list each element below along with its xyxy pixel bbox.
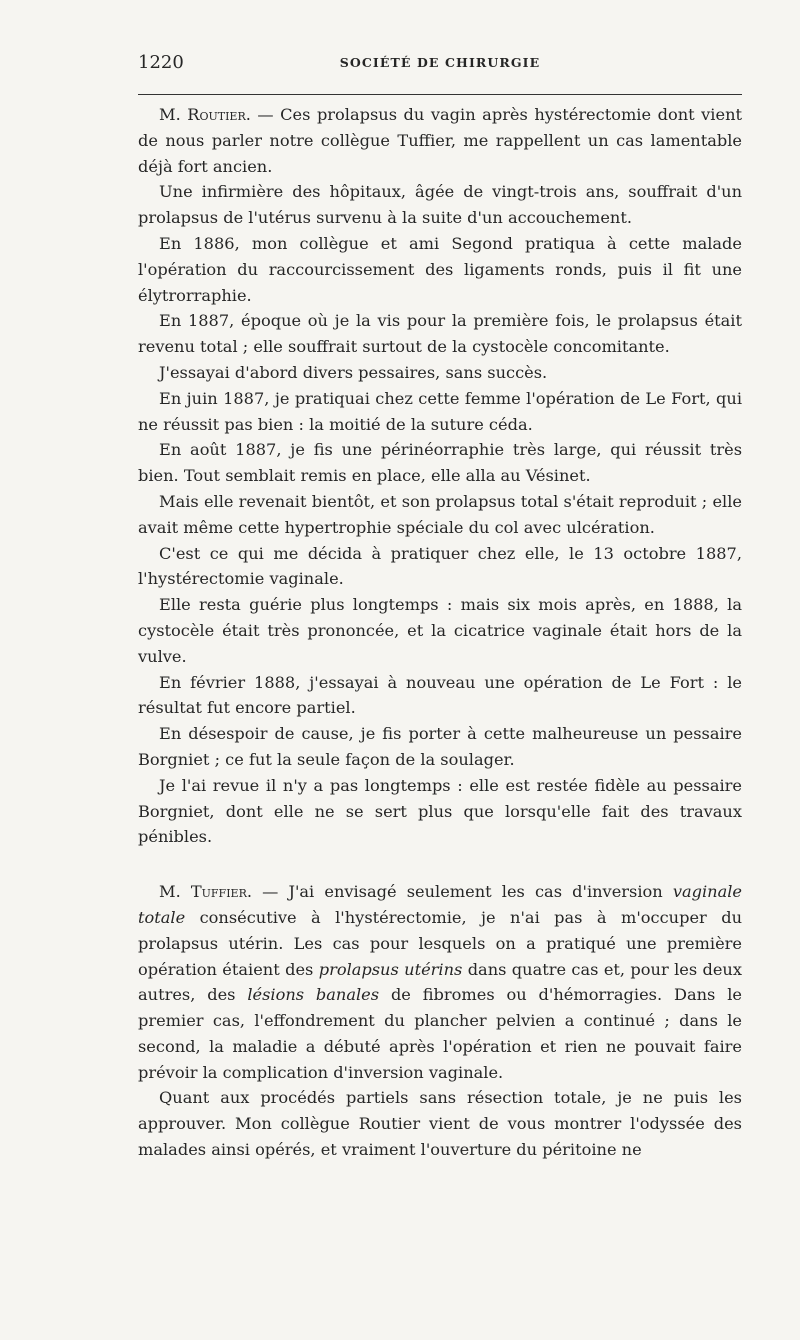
emphasis: prolapsus utérins [318, 959, 463, 979]
paragraph: En 1886, mon collègue et ami Segond pratiqua à cette malade l'opération du raccourcissement des ligaments ronds, puis il fit une élytrorraphie. [138, 233, 742, 305]
paragraph: En juin 1887, je pratiquai chez cette femme l'opération de Le Fort, qui ne réussit pas bien : la moitié de la suture céda. [138, 388, 742, 434]
paragraph-text: consécutive à l'hystérectomie, je n'ai pas à m'occuper du prolapsus utérin. Les cas pour lesquels on a pratiqué une première opération étaient des [138, 907, 742, 979]
emphasis: vaginale totale [138, 882, 742, 927]
running-head: SOCIÉTÉ DE CHIRURGIE [339, 55, 541, 70]
page-number: 1220 [138, 52, 184, 73]
body-text [138, 102, 742, 1163]
paragraph: En désespoir de cause, je fis porter à cette malheureuse un pessaire Borgniet ; ce fut la seule façon de la soulager. [138, 724, 742, 769]
paragraph: Quant aux procédés partiels sans résection totale, je ne puis les approuver. Mon collègue Routier vient de vous montrer l'odyssée des malades ainsi opérés, et vraiment l'ouverture du péritoine ne [138, 1088, 742, 1160]
paragraph: Une infirmière des hôpitaux, âgée de vingt-trois ans, souffrait d'un prolapsus de l'utérus survenu à la suite d'un accouchement. [138, 182, 742, 228]
paragraph-text: dans quatre cas et, pour les deux autres, des [138, 959, 742, 1005]
routier-intervention [138, 102, 742, 179]
header-rule [138, 94, 742, 95]
paragraph: En 1887, époque où je la vis pour la première fois, le prolapsus était revenu total ; elle souffrait surtout de la cystocèle concomitante. [138, 311, 742, 357]
section-gap [138, 850, 742, 879]
paragraph: Elle resta guérie plus longtemps : mais six mois après, en 1888, la cystocèle était très prononcée, et la cicatrice vaginale était hors de la vulve. [138, 595, 742, 666]
speaker-tuffier: M. Tuffier. [159, 882, 252, 902]
tuffier-intervention [138, 879, 742, 1085]
paragraph-text: — J'ai envisagé seulement les cas d'inversion [252, 882, 673, 902]
paragraph: Je l'ai revue il n'y a pas longtemps : elle est restée fidèle au pessaire Borgniet, dont elle ne se sert plus que lorsqu'elle fait des travaux pénibles. [138, 775, 742, 847]
paragraph-text: — Ces prolapsus du vagin après hystérectomie dont vient de nous parler notre collègue Tuffier, me rappellent un cas lamentable déjà fort ancien. [138, 105, 742, 176]
paragraph: Mais elle revenait bientôt, et son prolapsus total s'était reproduit ; elle avait même cette hypertrophie spéciale du col avec ulcération. [138, 491, 742, 537]
paragraph-text: de fibromes ou d'hémorragies. Dans le premier cas, l'effondrement du plancher pelvien a continué ; dans le second, la maladie a débuté après l'opération et rien ne pouvait faire prévoir la complication d'inversion vaginale. [138, 985, 742, 1082]
paragraph: C'est ce qui me décida à pratiquer chez elle, le 13 octobre 1887, l'hystérectomie vaginale. [138, 543, 742, 589]
speaker-routier: M. Routier. [159, 105, 251, 124]
paragraph: En août 1887, je fis une périnéorraphie très large, qui réussit très bien. Tout semblait remis en place, elle alla au Vésinet. [138, 440, 742, 486]
paragraph: J'essayai d'abord divers pessaires, sans succès. [159, 362, 548, 382]
paragraph: En février 1888, j'essayai à nouveau une opération de Le Fort : le résultat fut encore partiel. [138, 672, 742, 718]
emphasis: lésions banales [247, 985, 380, 1005]
page-header [138, 50, 742, 74]
